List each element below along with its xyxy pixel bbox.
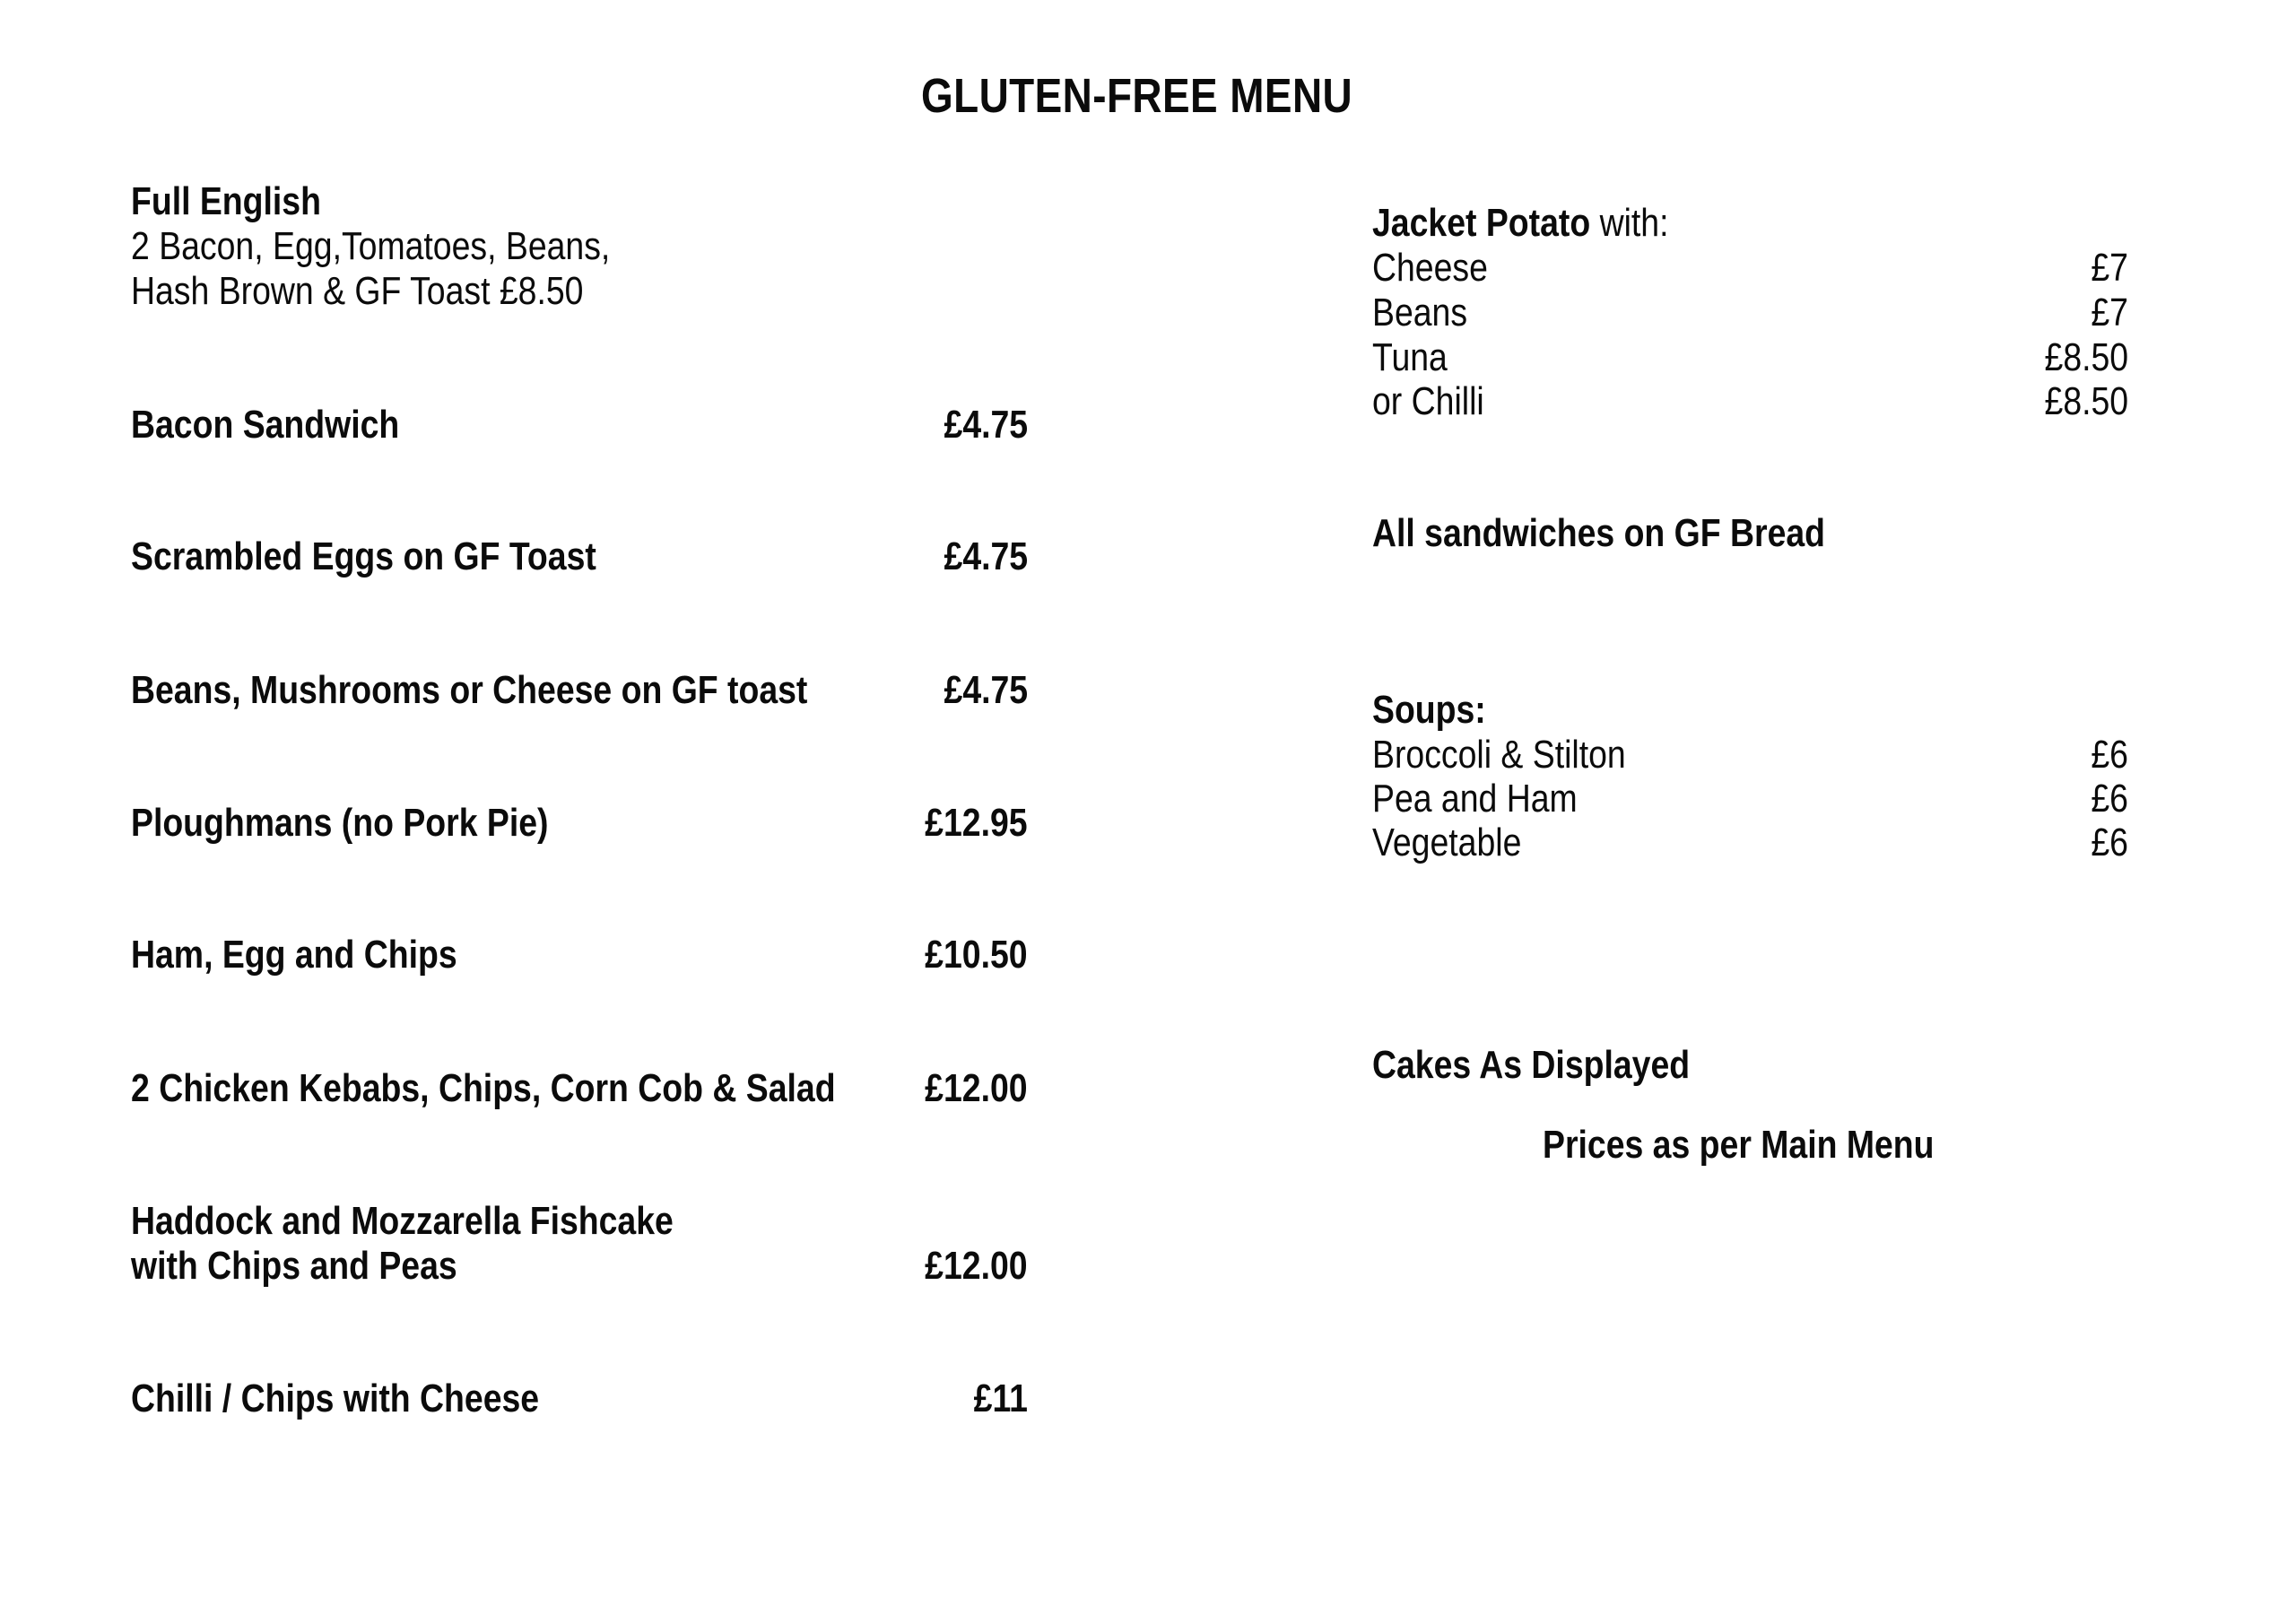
option-name: Pea and Ham	[1372, 777, 1578, 821]
soup-option-row	[1372, 733, 2128, 777]
option-name: Broccoli & Stilton	[1372, 733, 1626, 777]
item-description-line: Hash Brown & GF Toast £8.50	[131, 269, 584, 313]
item-price: £12.00	[925, 1066, 1028, 1110]
cakes-note-row	[1372, 1043, 2128, 1088]
heading-suffix: with:	[1590, 201, 1669, 245]
prices-note: Prices as per Main Menu	[1543, 1123, 1935, 1167]
menu-item-row	[131, 801, 1028, 846]
jacket-option-row	[1372, 335, 2128, 380]
option-price: £6	[2091, 777, 2128, 821]
menu-item-full-english	[131, 179, 695, 314]
item-name: 2 Chicken Kebabs, Chips, Corn Cob & Salad	[131, 1066, 836, 1110]
soups-heading: Soups:	[1372, 688, 1486, 732]
menu-item-row	[131, 1066, 1028, 1111]
option-name: or Chilli	[1372, 379, 1484, 423]
jacket-option-row	[1372, 291, 2128, 335]
item-name: Beans, Mushrooms or Cheese on GF toast	[131, 668, 808, 712]
sandwich-note-row	[1372, 511, 2128, 556]
item-price: £10.50	[925, 933, 1028, 977]
page-title: GLUTEN-FREE MENU	[921, 69, 1353, 123]
item-name: Ploughmans (no Pork Pie)	[131, 801, 549, 845]
item-price: £12.95	[925, 801, 1028, 845]
option-price: £6	[2091, 821, 2128, 864]
menu-left-column	[131, 0, 1028, 1624]
prices-note-row	[1372, 1123, 2128, 1168]
soup-option-row	[1372, 777, 2128, 821]
option-price: £7	[2091, 246, 2128, 290]
item-price: £4.75	[944, 403, 1028, 447]
cakes-note: Cakes As Displayed	[1372, 1043, 1691, 1087]
option-name: Vegetable	[1372, 821, 1522, 864]
soups-heading-row	[1372, 688, 2128, 733]
item-price: £4.75	[944, 668, 1028, 712]
option-price: £7	[2091, 291, 2128, 334]
item-name: Ham, Egg and Chips	[131, 933, 457, 977]
item-name-line: with Chips and Peas	[131, 1244, 457, 1288]
menu-item-row	[131, 534, 1028, 579]
jacket-potato-heading-text	[1372, 201, 1668, 246]
option-price: £8.50	[2044, 379, 2128, 423]
menu-item-row	[131, 403, 1028, 447]
soup-option-row	[1372, 821, 2128, 865]
menu-right-column	[1372, 0, 2128, 1624]
menu-item-row	[131, 668, 1028, 713]
item-name: Full English	[131, 179, 321, 223]
option-price: £6	[2091, 733, 2128, 777]
item-name-line: Haddock and Mozzarella Fishcake	[131, 1199, 674, 1243]
item-description-line: 2 Bacon, Egg,Tomatoes, Beans,	[131, 224, 611, 268]
option-name: Cheese	[1372, 246, 1488, 290]
item-price: £11	[973, 1376, 1028, 1420]
option-name: Beans	[1372, 291, 1468, 334]
item-price: £12.00	[925, 1244, 1028, 1288]
heading-bold: Jacket Potato	[1372, 201, 1591, 245]
item-name: Bacon Sandwich	[131, 403, 400, 447]
item-name: Scrambled Eggs on GF Toast	[131, 534, 596, 578]
option-price: £8.50	[2044, 335, 2128, 379]
menu-item-row	[131, 1376, 1028, 1421]
option-name: Tuna	[1372, 335, 1448, 379]
jacket-option-row	[1372, 379, 2128, 424]
menu-item-haddock-price-row	[131, 1244, 1028, 1289]
item-name: Chilli / Chips with Cheese	[131, 1376, 540, 1420]
jacket-potato-heading	[1372, 201, 2128, 246]
menu-item-row	[131, 933, 1028, 977]
item-price: £4.75	[944, 534, 1028, 578]
jacket-option-row	[1372, 246, 2128, 291]
sandwich-note: All sandwiches on GF Bread	[1372, 511, 1826, 555]
